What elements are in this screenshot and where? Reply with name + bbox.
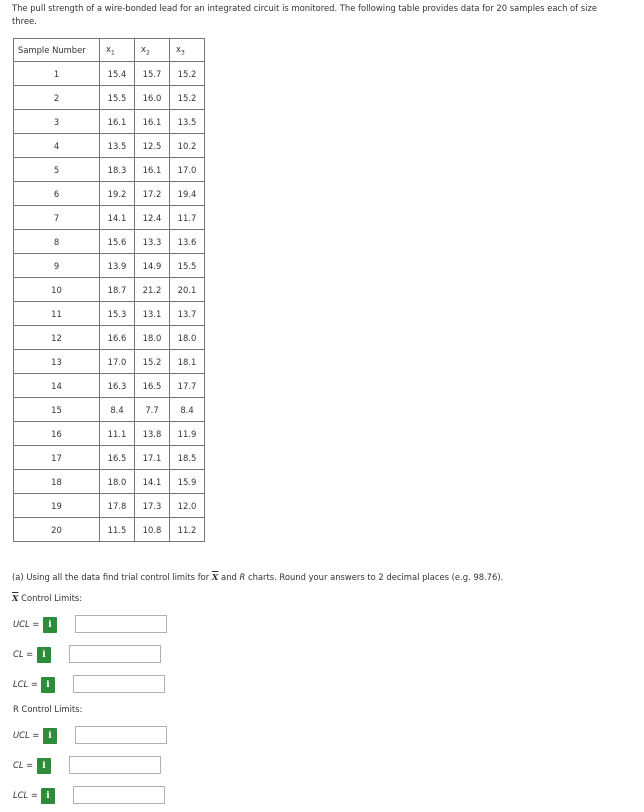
measurement-cell: 17.3 — [135, 494, 170, 518]
measurement-cell: 17.8 — [100, 494, 135, 518]
header-x2-base: x — [141, 43, 146, 54]
table-row — [14, 110, 205, 134]
measurement-cell: 16.3 — [100, 374, 135, 398]
xbar-ucl-input[interactable] — [75, 615, 167, 633]
xbar-section-title — [12, 593, 82, 603]
sample-number-cell: 20 — [14, 518, 100, 542]
r-symbol: R — [239, 572, 246, 582]
measurement-cell: 13.3 — [135, 230, 170, 254]
measurement-cell: 12.4 — [135, 206, 170, 230]
table-row — [14, 398, 205, 422]
table-header-row — [14, 39, 205, 62]
measurement-cell: 16.1 — [135, 110, 170, 134]
info-icon[interactable]: i — [43, 617, 57, 633]
question-text-c: charts. Round your answers to 2 decimal places (e.g. 98.76). — [245, 572, 504, 582]
sample-number-cell: 5 — [14, 158, 100, 182]
sample-number-cell: 16 — [14, 422, 100, 446]
sample-number-cell: 7 — [14, 206, 100, 230]
table-row — [14, 518, 205, 542]
measurement-cell: 10.2 — [170, 134, 205, 158]
measurement-cell: 15.5 — [100, 86, 135, 110]
sample-number-cell: 17 — [14, 446, 100, 470]
measurement-cell: 20.1 — [170, 278, 205, 302]
sample-number-cell: 6 — [14, 182, 100, 206]
measurement-cell: 18.0 — [135, 326, 170, 350]
table-row — [14, 302, 205, 326]
measurement-cell: 15.4 — [100, 62, 135, 86]
measurement-cell: 11.7 — [170, 206, 205, 230]
header-sample-number: Sample Number — [14, 39, 100, 62]
xbar-cl-row — [13, 645, 173, 665]
measurement-cell: 16.1 — [100, 110, 135, 134]
measurement-cell: 11.5 — [100, 518, 135, 542]
sample-number-cell: 19 — [14, 494, 100, 518]
question-text-b: and — [218, 572, 240, 582]
xbar-cl-input[interactable] — [69, 645, 161, 663]
r-section-title: R Control Limits: — [13, 704, 83, 714]
measurement-cell: 12.0 — [170, 494, 205, 518]
table-row — [14, 206, 205, 230]
measurement-cell: 7.7 — [135, 398, 170, 422]
measurement-cell: 8.4 — [170, 398, 205, 422]
r-cl-label: CL = — [13, 760, 34, 770]
measurement-cell: 14.9 — [135, 254, 170, 278]
r-lcl-label: LCL = — [13, 790, 38, 800]
measurement-cell: 18.0 — [170, 326, 205, 350]
table-row — [14, 422, 205, 446]
measurement-cell: 17.2 — [135, 182, 170, 206]
problem-statement: The pull strength of a wire-bonded lead for an integrated circuit is monitored. The following table provides data for 20 samples each of size three. — [12, 3, 598, 26]
xbar-ucl-row — [13, 615, 173, 635]
measurement-cell: 19.2 — [100, 182, 135, 206]
measurement-cell: 18.3 — [100, 158, 135, 182]
measurement-cell: 18.5 — [170, 446, 205, 470]
table-row — [14, 326, 205, 350]
sample-number-cell: 3 — [14, 110, 100, 134]
info-icon[interactable]: i — [37, 647, 51, 663]
table-body — [14, 62, 205, 542]
measurement-cell: 16.5 — [100, 446, 135, 470]
xbar-lcl-row — [13, 675, 173, 695]
header-x2-sub: 2 — [145, 49, 150, 57]
measurement-cell: 19.4 — [170, 182, 205, 206]
header-x1-base: x — [106, 43, 111, 54]
info-icon[interactable]: i — [43, 728, 57, 744]
measurement-cell: 16.1 — [135, 158, 170, 182]
measurement-cell: 18.7 — [100, 278, 135, 302]
table-row — [14, 62, 205, 86]
data-table — [13, 38, 205, 542]
xbar-lcl-label: LCL = — [13, 679, 38, 689]
xbar-title-text: Control Limits: — [18, 593, 83, 603]
table-row — [14, 374, 205, 398]
xbar-ucl-label: UCL = — [13, 619, 40, 629]
measurement-cell: 13.5 — [100, 134, 135, 158]
measurement-cell: 15.2 — [135, 350, 170, 374]
r-ucl-input[interactable] — [75, 726, 167, 744]
measurement-cell: 14.1 — [135, 470, 170, 494]
r-lcl-row — [13, 786, 173, 806]
r-ucl-label: UCL = — [13, 730, 40, 740]
table-row — [14, 254, 205, 278]
measurement-cell: 18.0 — [100, 470, 135, 494]
header-x3-sub: 3 — [180, 49, 185, 57]
measurement-cell: 17.0 — [170, 158, 205, 182]
xbar-title-symbol: $\overline{X}$ — [12, 593, 19, 603]
measurement-cell: 15.2 — [170, 62, 205, 86]
question-a — [12, 572, 503, 582]
sample-number-cell: 9 — [14, 254, 100, 278]
measurement-cell: 13.1 — [135, 302, 170, 326]
sample-number-cell: 13 — [14, 350, 100, 374]
question-text-a: (a) Using all the data find trial control limits for — [12, 572, 212, 582]
header-x1 — [100, 39, 135, 62]
measurement-cell: 15.7 — [135, 62, 170, 86]
sample-number-cell: 11 — [14, 302, 100, 326]
measurement-cell: 10.8 — [135, 518, 170, 542]
measurement-cell: 15.6 — [100, 230, 135, 254]
measurement-cell: 15.5 — [170, 254, 205, 278]
measurement-cell: 12.5 — [135, 134, 170, 158]
measurement-cell: 14.1 — [100, 206, 135, 230]
info-icon[interactable]: i — [41, 677, 55, 693]
sample-number-cell: 18 — [14, 470, 100, 494]
measurement-cell: 11.2 — [170, 518, 205, 542]
measurement-cell: 13.8 — [135, 422, 170, 446]
xbar-cl-label: CL = — [13, 649, 34, 659]
measurement-cell: 21.2 — [135, 278, 170, 302]
sample-number-cell: 2 — [14, 86, 100, 110]
sample-number-cell: 4 — [14, 134, 100, 158]
xbar-lcl-input[interactable] — [73, 675, 165, 693]
measurement-cell: 13.6 — [170, 230, 205, 254]
table-row — [14, 494, 205, 518]
measurement-cell: 16.5 — [135, 374, 170, 398]
measurement-cell: 16.0 — [135, 86, 170, 110]
header-x3-base: x — [176, 43, 181, 54]
measurement-cell: 17.0 — [100, 350, 135, 374]
sample-number-cell: 8 — [14, 230, 100, 254]
table-row — [14, 182, 205, 206]
r-lcl-input[interactable] — [73, 786, 165, 804]
measurement-cell: 16.6 — [100, 326, 135, 350]
measurement-cell: 18.1 — [170, 350, 205, 374]
r-cl-row — [13, 756, 173, 776]
measurement-cell: 17.1 — [135, 446, 170, 470]
header-x1-sub: 1 — [110, 49, 115, 57]
measurement-cell: 11.1 — [100, 422, 135, 446]
measurement-cell: 13.5 — [170, 110, 205, 134]
x-bar-symbol: $\overline{X}$ — [211, 572, 219, 582]
measurement-cell: 15.3 — [100, 302, 135, 326]
sample-number-cell: 1 — [14, 62, 100, 86]
measurement-cell: 13.9 — [100, 254, 135, 278]
header-x2 — [135, 39, 170, 62]
table-row — [14, 158, 205, 182]
sample-number-cell: 15 — [14, 398, 100, 422]
table-row — [14, 134, 205, 158]
info-icon[interactable]: i — [37, 758, 51, 774]
table-row — [14, 470, 205, 494]
measurement-cell: 11.9 — [170, 422, 205, 446]
table-row — [14, 446, 205, 470]
table-row — [14, 86, 205, 110]
table-row — [14, 278, 205, 302]
sample-number-cell: 12 — [14, 326, 100, 350]
measurement-cell: 13.7 — [170, 302, 205, 326]
measurement-cell: 15.9 — [170, 470, 205, 494]
table-row — [14, 230, 205, 254]
info-icon[interactable]: i — [41, 788, 55, 804]
header-x3 — [170, 39, 205, 62]
measurement-cell: 17.7 — [170, 374, 205, 398]
r-ucl-row — [13, 726, 173, 746]
measurement-cell: 15.2 — [170, 86, 205, 110]
sample-number-cell: 14 — [14, 374, 100, 398]
r-cl-input[interactable] — [69, 756, 161, 774]
sample-number-cell: 10 — [14, 278, 100, 302]
measurement-cell: 8.4 — [100, 398, 135, 422]
table-row — [14, 350, 205, 374]
